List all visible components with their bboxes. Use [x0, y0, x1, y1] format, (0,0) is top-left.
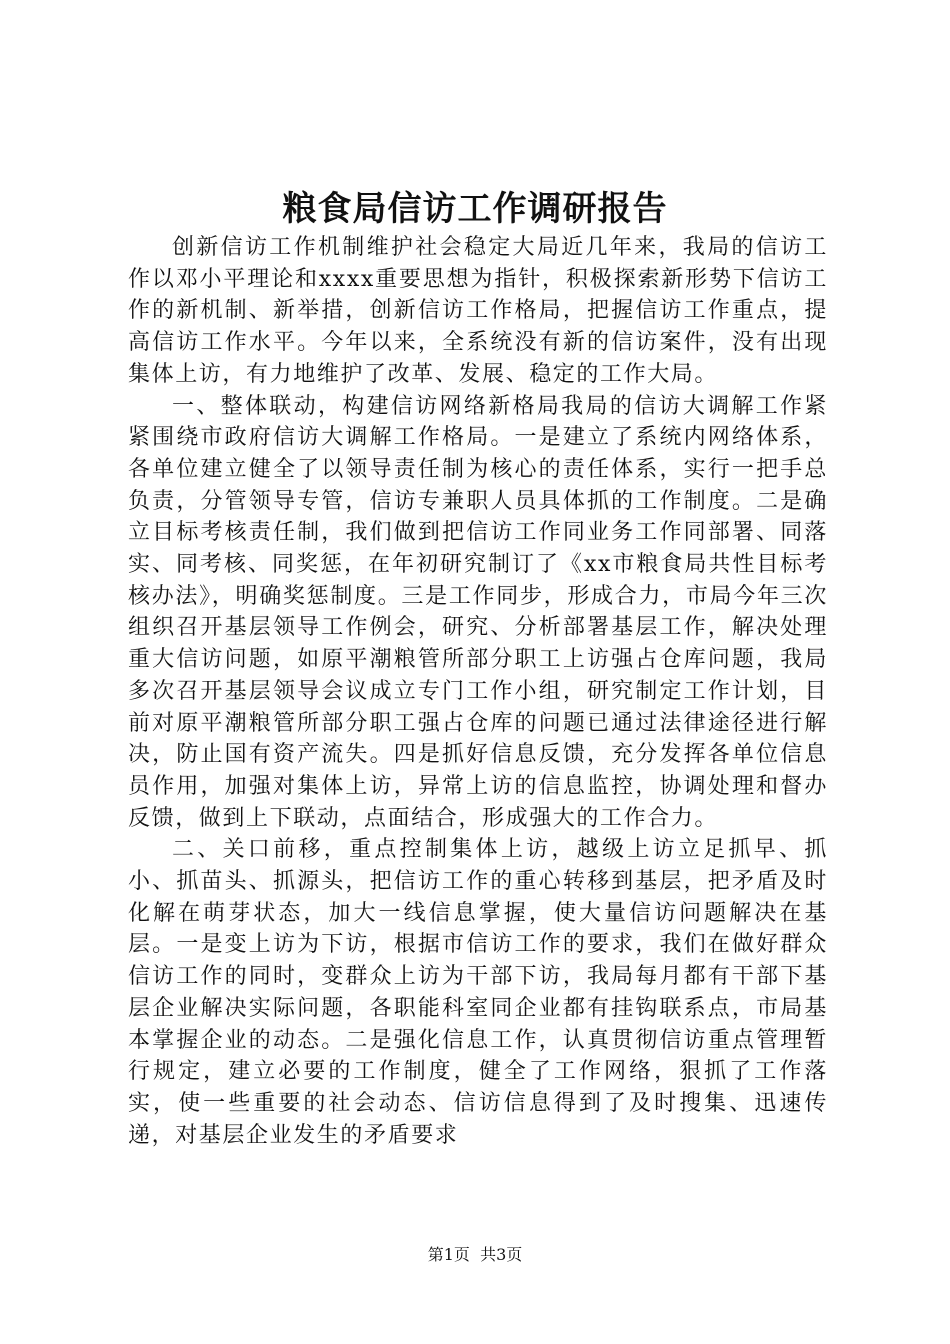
document-title: 粮食局信访工作调研报告	[282, 189, 668, 229]
page-number: 第1页	[427, 1245, 470, 1264]
paragraph-section-two: 二、关口前移，重点控制集体上访，越级上访立足抓早、抓小、抓苗头、抓源头，把信访工作的重心转移到基层，把矛盾及时化解在萌芽状态，加大一线信息掌握，使大量信访问题解决在基层。一是变上访为下访，根据市信访工作的要求，我们在做好群众信访工作的同时，变群众上访为干部下访，我局每月都有干部下基层企业解决实际问题，各职能科室同企业都有挂钩联系点，市局基本掌握企业的动态。二是强化信息工作，认真贯彻信访重点管理暂行规定，建立必要的工作制度，健全了工作网络，狠抓了工作落实，使一些重要的社会动态、信访信息得到了及时搜集、迅速传递，对基层企业发生的矛盾要求	[128, 837, 828, 1148]
paragraph-intro: 创新信访工作机制维护社会稳定大局近几年来，我局的信访工作以邓小平理论和xxxx重要思想为指针，积极探索新形势下信访工作的新机制、新举措，创新信访工作格局，把握信访工作重点，提高信访工作水平。今年以来，全系统没有新的信访案件，没有出现集体上访，有力地维护了改革、发展、稳定的工作大局。	[128, 235, 828, 387]
footer-spacer	[470, 1245, 480, 1264]
document-body	[128, 232, 828, 1151]
paragraph-section-one: 一、整体联动，构建信访网络新格局我局的信访大调解工作紧紧围绕市政府信访大调解工作格局。一是建立了系统内网络体系，各单位建立健全了以领导责任制为核心的责任体系，实行一把手总负责，分管领导专管，信访专兼职人员具体抓的工作制度。二是确立目标考核责任制，我们做到把信访工作同业务工作同部署、同落实、同考核、同奖惩，在年初研究制订了《xx市粮食局共性目标考核办法》，明确奖惩制度。三是工作同步，形成合力，市局今年三次组织召开基层领导工作例会，研究、分析部署基层工作，解决处理重大信访问题，如原平潮粮管所部分职工上访强占仓库问题，我局多次召开基层领导会议成立专门工作小组，研究制定工作计划，目前对原平潮粮管所部分职工强占仓库的问题已通过法律途径进行解决，防止国有资产流失。四是抓好信息反馈，充分发挥各单位信息员作用，加强对集体上访，异常上访的信息监控，协调处理和督办反馈，做到上下联动，点面结合，形成强大的工作合力。	[128, 393, 828, 831]
page-footer	[0, 1244, 950, 1266]
page-total: 共3页	[480, 1245, 523, 1264]
